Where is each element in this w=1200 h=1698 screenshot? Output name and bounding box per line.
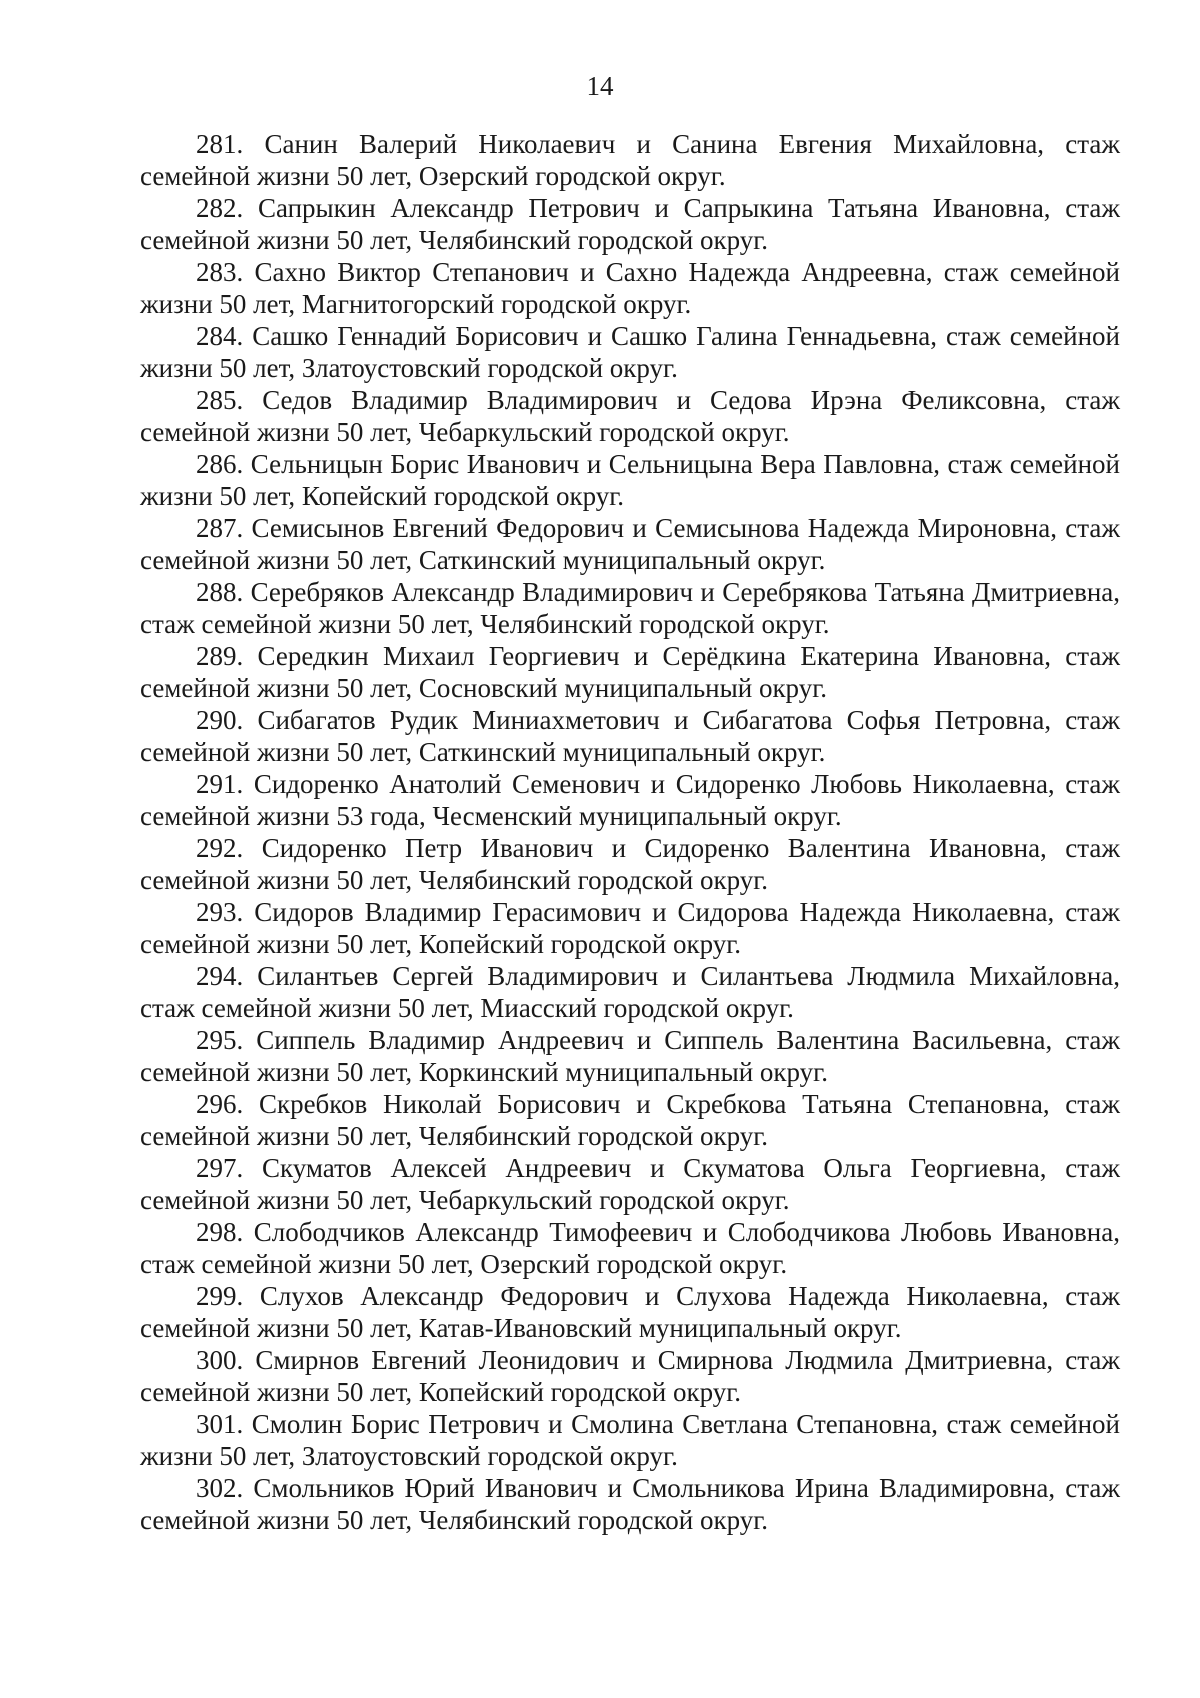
entry-text: Скуматов Алексей Андреевич и Скуматова Ольга Георгиевна, стаж семейной жизни 50 лет, Чебаркульский городской округ. bbox=[140, 1153, 1120, 1215]
entry-text: Слухов Александр Федорович и Слухова Надежда Николаевна, стаж семейной жизни 50 лет, Катав-Ивановский муниципальный округ. bbox=[140, 1281, 1120, 1343]
entry-text: Сашко Геннадий Борисович и Сашко Галина Геннадьевна, стаж семейной жизни 50 лет, Златоустовский городской округ. bbox=[140, 321, 1120, 383]
list-item bbox=[140, 128, 1120, 192]
entry-number: 297. bbox=[196, 1153, 244, 1183]
entry-text: Середкин Михаил Георгиевич и Серёдкина Екатерина Ивановна, стаж семейной жизни 50 лет, Сосновский муниципальный округ. bbox=[140, 641, 1121, 703]
entry-text: Сиппель Владимир Андреевич и Сиппель Валентина Васильевна, стаж семейной жизни 50 лет, Коркинский муниципальный округ. bbox=[140, 1025, 1120, 1087]
entry-number: 294. bbox=[196, 961, 244, 991]
entry-number: 286. bbox=[196, 449, 244, 479]
list-item bbox=[140, 576, 1120, 640]
list-item bbox=[140, 1472, 1120, 1536]
entry-number: 282. bbox=[196, 193, 244, 223]
entry-text: Смолин Борис Петрович и Смолина Светлана Степановна, стаж семейной жизни 50 лет, Златоустовский городской округ. bbox=[140, 1409, 1121, 1471]
entry-number: 296. bbox=[196, 1089, 244, 1119]
list-item bbox=[140, 704, 1120, 768]
entry-number: 291. bbox=[196, 769, 244, 799]
list-item bbox=[140, 1280, 1120, 1344]
entry-number: 281. bbox=[196, 129, 244, 159]
list-item bbox=[140, 384, 1120, 448]
entry-text: Сидоренко Анатолий Семенович и Сидоренко Любовь Николаевна, стаж семейной жизни 53 года, Чесменский муниципальный округ. bbox=[140, 769, 1120, 831]
list-item bbox=[140, 512, 1120, 576]
list-item bbox=[140, 1088, 1120, 1152]
list-item bbox=[140, 832, 1120, 896]
entry-number: 298. bbox=[196, 1217, 244, 1247]
entry-number: 293. bbox=[196, 897, 244, 927]
entry-number: 290. bbox=[196, 705, 244, 735]
entry-text: Сидоренко Петр Иванович и Сидоренко Валентина Ивановна, стаж семейной жизни 50 лет, Челябинский городской округ. bbox=[140, 833, 1120, 895]
list-item bbox=[140, 1344, 1120, 1408]
entry-text: Скребков Николай Борисович и Скребкова Татьяна Степановна, стаж семейной жизни 50 лет, Челябинский городской округ. bbox=[140, 1089, 1121, 1151]
entry-text: Санин Валерий Николаевич и Санина Евгения Михайловна, стаж семейной жизни 50 лет, Озерский городской округ. bbox=[140, 129, 1121, 191]
list-item bbox=[140, 896, 1120, 960]
entry-number: 301. bbox=[196, 1409, 244, 1439]
list-item bbox=[140, 960, 1120, 1024]
list-item bbox=[140, 1216, 1120, 1280]
entry-text: Сидоров Владимир Герасимович и Сидорова Надежда Николаевна, стаж семейной жизни 50 лет, Копейский городской округ. bbox=[140, 897, 1120, 959]
entry-text: Силантьев Сергей Владимирович и Силантьева Людмила Михайловна, стаж семейной жизни 50 лет, Миасский городской округ. bbox=[140, 961, 1121, 1023]
entry-number: 288. bbox=[196, 577, 244, 607]
entry-number: 289. bbox=[196, 641, 244, 671]
entry-text: Смольников Юрий Иванович и Смольникова Ирина Владимировна, стаж семейной жизни 50 лет, Челябинский городской округ. bbox=[140, 1473, 1121, 1535]
entry-text: Смирнов Евгений Леонидович и Смирнова Людмила Дмитриевна, стаж семейной жизни 50 лет, Копейский городской округ. bbox=[140, 1345, 1120, 1407]
entry-number: 284. bbox=[196, 321, 244, 351]
entry-text: Сибагатов Рудик Миниахметович и Сибагатова Софья Петровна, стаж семейной жизни 50 лет, Саткинский муниципальный округ. bbox=[140, 705, 1120, 767]
entry-list bbox=[140, 128, 1120, 1536]
page-number: 14 bbox=[586, 71, 614, 101]
list-item bbox=[140, 640, 1120, 704]
entry-number: 299. bbox=[196, 1281, 244, 1311]
entry-number: 295. bbox=[196, 1025, 244, 1055]
entry-text: Сахно Виктор Степанович и Сахно Надежда Андреевна, стаж семейной жизни 50 лет, Магнитогорский городской округ. bbox=[140, 257, 1120, 319]
entry-number: 302. bbox=[196, 1473, 244, 1503]
entry-text: Седов Владимир Владимирович и Седова Ирэна Феликсовна, стаж семейной жизни 50 лет, Чебаркульский городской округ. bbox=[140, 385, 1120, 447]
entry-number: 292. bbox=[196, 833, 244, 863]
entry-text: Серебряков Александр Владимирович и Серебрякова Татьяна Дмитриевна, стаж семейной жизни 50 лет, Челябинский городской округ. bbox=[140, 577, 1121, 639]
entry-number: 285. bbox=[196, 385, 244, 415]
list-item bbox=[140, 256, 1120, 320]
list-item bbox=[140, 192, 1120, 256]
entry-number: 283. bbox=[196, 257, 244, 287]
list-item bbox=[140, 1408, 1120, 1472]
list-item bbox=[140, 320, 1120, 384]
entry-text: Сапрыкин Александр Петрович и Сапрыкина Татьяна Ивановна, стаж семейной жизни 50 лет, Челябинский городской округ. bbox=[140, 193, 1120, 255]
list-item bbox=[140, 1152, 1120, 1216]
entry-text: Слободчиков Александр Тимофеевич и Слободчикова Любовь Ивановна, стаж семейной жизни 50 лет, Озерский городской округ. bbox=[140, 1217, 1120, 1279]
entry-number: 287. bbox=[196, 513, 244, 543]
entry-text: Семисынов Евгений Федорович и Семисынова Надежда Мироновна, стаж семейной жизни 50 лет, Саткинский муниципальный округ. bbox=[140, 513, 1120, 575]
list-item bbox=[140, 768, 1120, 832]
entry-number: 300. bbox=[196, 1345, 244, 1375]
list-item bbox=[140, 1024, 1120, 1088]
list-item bbox=[140, 448, 1120, 512]
entry-text: Сельницын Борис Иванович и Сельницына Вера Павловна, стаж семейной жизни 50 лет, Копейский городской округ. bbox=[140, 449, 1120, 511]
